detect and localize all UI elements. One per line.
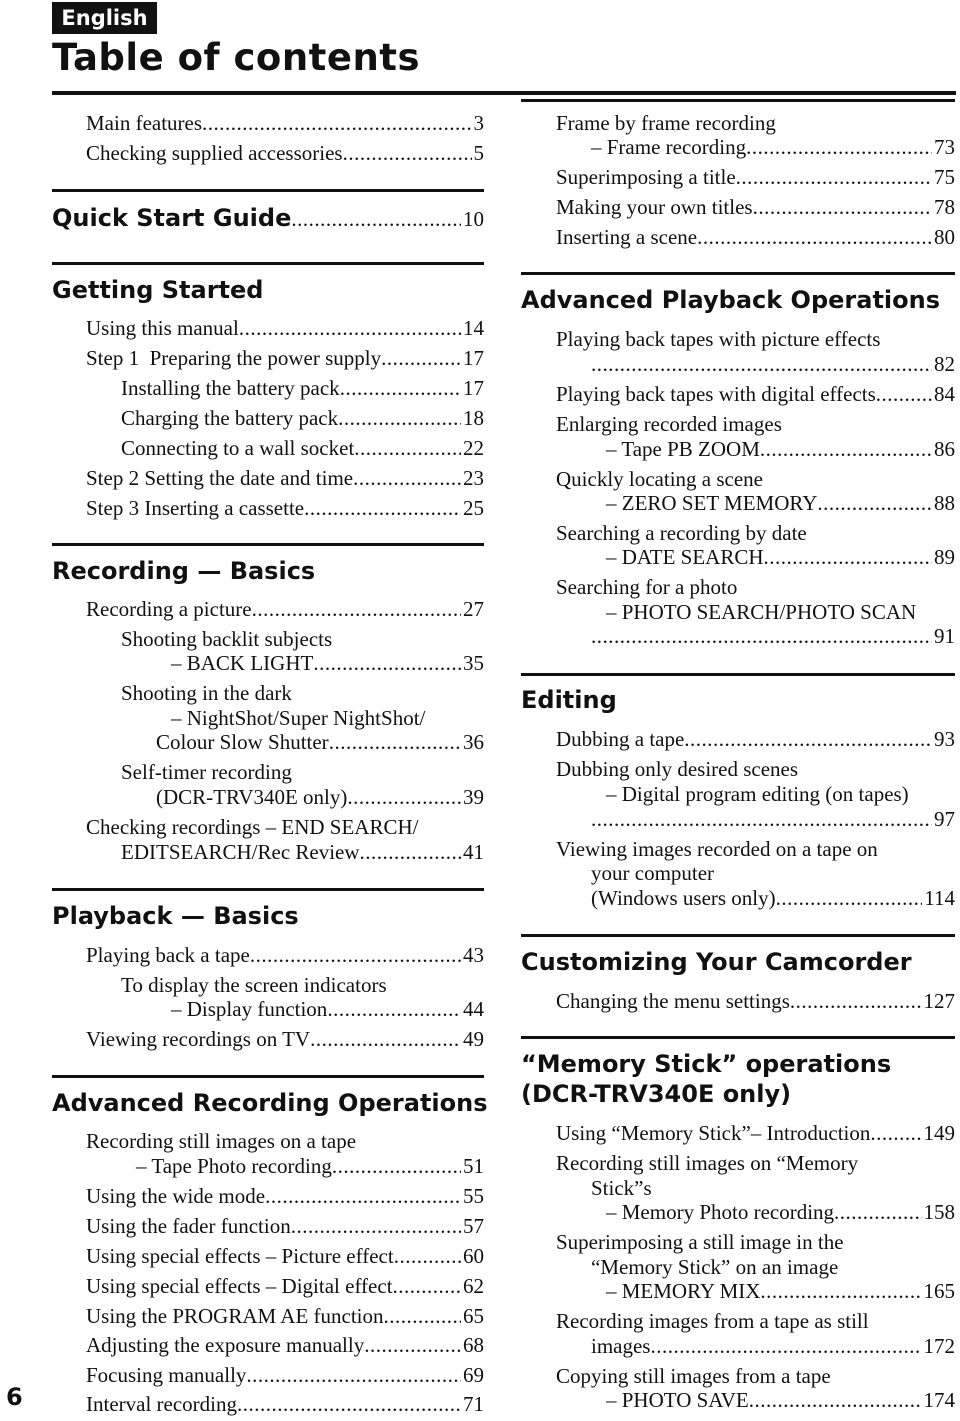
toc-page-number: 57 bbox=[463, 1214, 484, 1238]
toc-page-number: 17 bbox=[463, 376, 484, 400]
toc-entry-text: – Frame recording bbox=[591, 135, 747, 159]
leader-dots bbox=[817, 490, 932, 516]
toc-page-number: 23 bbox=[463, 466, 484, 490]
toc-page-number: 158 bbox=[923, 1200, 955, 1224]
toc-entry bbox=[556, 411, 782, 437]
toc-page-number: 41 bbox=[463, 840, 484, 864]
leader-dots bbox=[876, 381, 932, 407]
section-rule bbox=[52, 262, 484, 265]
toc-entry bbox=[556, 1229, 844, 1255]
toc-page-number: 25 bbox=[463, 496, 484, 520]
toc-page-number: 60 bbox=[463, 1244, 484, 1268]
toc-entry-text: – Digital program editing (on tapes) bbox=[606, 782, 909, 806]
toc-page-number: 91 bbox=[934, 624, 955, 648]
section-rule bbox=[521, 1036, 955, 1039]
toc-entry-text: – ZERO SET MEMORY bbox=[606, 491, 818, 515]
toc-entry-text: Dubbing a tape bbox=[556, 727, 685, 751]
toc-page-number: 3 bbox=[473, 111, 484, 135]
leader-dots bbox=[291, 1213, 461, 1239]
toc-page-number: 149 bbox=[923, 1121, 955, 1145]
leader-dots bbox=[364, 1332, 461, 1358]
leader-dots bbox=[354, 435, 461, 461]
leader-dots bbox=[650, 1333, 921, 1359]
toc-page-number: 93 bbox=[934, 727, 955, 751]
toc-page-number: 69 bbox=[463, 1363, 484, 1387]
toc-page-number: 78 bbox=[934, 195, 955, 219]
toc-entry[interactable] bbox=[556, 988, 955, 1014]
toc-page-number: 5 bbox=[473, 141, 484, 165]
toc-entry bbox=[121, 680, 292, 706]
toc-entry-text: Stick”s bbox=[591, 1176, 652, 1200]
leader-dots bbox=[202, 110, 471, 136]
toc-entry-text: Dubbing only desired scenes bbox=[556, 757, 799, 781]
toc-page-number: 17 bbox=[463, 346, 484, 370]
toc-entry[interactable] bbox=[86, 315, 484, 341]
toc-entry-text: – Memory Photo recording bbox=[606, 1200, 835, 1224]
leader-dots bbox=[753, 194, 932, 220]
toc-entry bbox=[86, 814, 418, 840]
toc-entry bbox=[556, 520, 807, 546]
leader-dots bbox=[384, 1303, 461, 1329]
leader-dots bbox=[746, 134, 932, 160]
toc-entry-text: – Tape Photo recording bbox=[136, 1154, 332, 1178]
section-rule bbox=[521, 673, 955, 676]
toc-entry[interactable] bbox=[86, 140, 484, 166]
toc-entry-text: Recording still images on “Memory bbox=[556, 1151, 859, 1175]
toc-page-number: 88 bbox=[934, 491, 955, 515]
toc-page-number: 27 bbox=[463, 597, 484, 621]
toc-entry-text: Step 1 Preparing the power supply bbox=[86, 346, 382, 370]
section-heading: “Memory Stick” operations bbox=[521, 1050, 892, 1078]
toc-entry bbox=[556, 326, 880, 352]
leader-dots bbox=[304, 495, 461, 521]
section-rule bbox=[521, 99, 955, 102]
toc-entry-text: (DCR-TRV340E only) bbox=[156, 785, 348, 809]
toc-entry[interactable] bbox=[121, 839, 484, 865]
toc-entry-text: Superimposing a still image in the bbox=[556, 1230, 844, 1254]
toc-entry-text: Enlarging recorded images bbox=[556, 412, 782, 436]
section-heading: Editing bbox=[521, 686, 617, 714]
toc-entry-text: Frame by frame recording bbox=[556, 111, 776, 135]
toc-entry-text: Changing the menu settings bbox=[556, 989, 790, 1013]
leader-dots bbox=[347, 784, 461, 810]
toc-page-number: 39 bbox=[463, 785, 484, 809]
toc-entry-text: images bbox=[591, 1334, 651, 1358]
leader-dots bbox=[265, 1183, 461, 1209]
toc-entry[interactable] bbox=[171, 650, 484, 676]
toc-entry[interactable] bbox=[606, 436, 955, 462]
toc-entry[interactable] bbox=[591, 885, 955, 911]
toc-entry[interactable] bbox=[86, 1391, 484, 1417]
title-rule bbox=[52, 91, 956, 95]
toc-entry-text: – DATE SEARCH bbox=[606, 545, 764, 569]
toc-entry-text: Checking recordings – END SEARCH/ bbox=[86, 815, 419, 839]
toc-entry bbox=[556, 1363, 831, 1389]
toc-entry-text: Self-timer recording bbox=[121, 760, 292, 784]
toc-entry bbox=[556, 836, 878, 862]
leader-dots bbox=[697, 224, 932, 250]
page-title: Table of contents bbox=[52, 36, 421, 79]
toc-entry-text: Colour Slow Shutter bbox=[156, 730, 329, 754]
toc-entry[interactable] bbox=[556, 224, 955, 250]
toc-page-number: 35 bbox=[463, 651, 484, 675]
toc-entry-text: Using the wide mode bbox=[86, 1184, 266, 1208]
leader-dots bbox=[310, 1026, 461, 1052]
language-badge: English bbox=[52, 2, 157, 34]
section-rule bbox=[52, 1075, 484, 1078]
toc-entry-text: Charging the battery pack bbox=[121, 406, 339, 430]
toc-page-number: 172 bbox=[923, 1334, 955, 1358]
leader-dots bbox=[338, 405, 461, 431]
toc-entry bbox=[606, 781, 909, 807]
toc-entry-text: Inserting a scene bbox=[556, 225, 698, 249]
section-rule bbox=[521, 272, 955, 275]
leader-dots bbox=[239, 315, 461, 341]
toc-entry bbox=[121, 759, 292, 785]
leader-dots bbox=[246, 1362, 461, 1388]
toc-entry[interactable] bbox=[606, 490, 955, 516]
toc-entry[interactable] bbox=[556, 164, 955, 190]
section-rule bbox=[52, 189, 484, 192]
toc-entry-text: Using “Memory Stick”– Introduction bbox=[556, 1121, 871, 1145]
page-number: 6 bbox=[6, 1383, 23, 1411]
toc-page-number: 165 bbox=[923, 1279, 955, 1303]
leader-dots bbox=[353, 465, 461, 491]
toc-entry-text: – NightShot/Super NightShot/ bbox=[171, 706, 426, 730]
toc-entry-text: Using this manual bbox=[86, 316, 239, 340]
leader-dots bbox=[736, 164, 932, 190]
toc-entry-text: Using special effects – Digital effect bbox=[86, 1274, 393, 1298]
leader-dots bbox=[684, 726, 932, 752]
leader-dots bbox=[250, 942, 461, 968]
toc-entry bbox=[556, 466, 763, 492]
section-heading: Getting Started bbox=[52, 276, 264, 304]
leader-dots bbox=[591, 623, 932, 649]
toc-entry-text: Playing back tapes with digital effects bbox=[556, 382, 876, 406]
toc-entry-text: Shooting in the dark bbox=[121, 681, 292, 705]
section-rule bbox=[52, 888, 484, 891]
toc-page-number: 114 bbox=[924, 886, 955, 910]
toc-entry-text: Searching for a photo bbox=[556, 575, 738, 599]
toc-page-number: 43 bbox=[463, 943, 484, 967]
toc-entry-text: – MEMORY MIX bbox=[606, 1279, 761, 1303]
toc-entry-text: “Memory Stick” on an image bbox=[591, 1255, 839, 1279]
toc-entry[interactable] bbox=[86, 596, 484, 622]
toc-entry[interactable] bbox=[606, 1278, 955, 1304]
toc-entry[interactable] bbox=[591, 351, 955, 377]
toc-entry[interactable] bbox=[86, 1332, 484, 1358]
toc-page-number: 55 bbox=[463, 1184, 484, 1208]
toc-page-number: 44 bbox=[463, 997, 484, 1021]
toc-entry-text: Recording images from a tape as still bbox=[556, 1309, 869, 1333]
toc-entry[interactable] bbox=[556, 1120, 955, 1146]
leader-dots bbox=[332, 1153, 461, 1179]
toc-entry-text: Connecting to a wall socket bbox=[121, 436, 355, 460]
toc-entry[interactable] bbox=[156, 729, 484, 755]
section-rule bbox=[521, 934, 955, 937]
toc-entry-text: Shooting backlit subjects bbox=[121, 627, 333, 651]
leader-dots bbox=[591, 806, 932, 832]
toc-entry-text: Using special effects – Picture effect bbox=[86, 1244, 394, 1268]
toc-entry[interactable] bbox=[606, 1387, 955, 1413]
toc-entry-text: Copying still images from a tape bbox=[556, 1364, 831, 1388]
toc-entry bbox=[556, 1150, 858, 1176]
toc-page-number: 73 bbox=[934, 135, 955, 159]
leader-dots bbox=[252, 596, 461, 622]
section-heading: Playback — Basics bbox=[52, 902, 299, 930]
toc-page-number: 62 bbox=[463, 1274, 484, 1298]
leader-dots bbox=[381, 345, 461, 371]
leader-dots bbox=[340, 375, 461, 401]
toc-entry[interactable] bbox=[86, 495, 484, 521]
toc-entry-text: Installing the battery pack bbox=[121, 376, 340, 400]
leader-dots bbox=[327, 996, 461, 1022]
toc-entry[interactable] bbox=[606, 544, 955, 570]
leader-dots bbox=[313, 650, 461, 676]
leader-dots bbox=[237, 1391, 461, 1417]
toc-entry-text: Playing back a tape bbox=[86, 943, 250, 967]
toc-entry bbox=[591, 1254, 838, 1280]
section-heading: Advanced Playback Operations bbox=[521, 286, 941, 314]
toc-page-number: 174 bbox=[923, 1388, 955, 1412]
leader-dots bbox=[776, 885, 923, 911]
toc-entry[interactable] bbox=[86, 1026, 484, 1052]
toc-page-number: 22 bbox=[463, 436, 484, 460]
leader-dots bbox=[394, 1243, 461, 1269]
toc-entry-text: Focusing manually bbox=[86, 1363, 247, 1387]
toc-entry[interactable] bbox=[556, 381, 955, 407]
toc-page-number: 127 bbox=[923, 989, 955, 1013]
toc-entry bbox=[556, 756, 798, 782]
toc-entry-text: your computer bbox=[591, 861, 715, 885]
leader-dots bbox=[764, 544, 932, 570]
toc-entry bbox=[556, 1308, 869, 1334]
leader-dots bbox=[834, 1199, 921, 1225]
toc-entry[interactable] bbox=[556, 726, 955, 752]
toc-entry[interactable] bbox=[591, 623, 955, 649]
toc-entry bbox=[121, 626, 332, 652]
leader-dots bbox=[760, 436, 932, 462]
toc-page-number: 89 bbox=[934, 545, 955, 569]
toc-page-number: 36 bbox=[463, 730, 484, 754]
toc-entry[interactable] bbox=[136, 1153, 484, 1179]
toc-entry-text: Quickly locating a scene bbox=[556, 467, 764, 491]
toc-entry bbox=[591, 860, 714, 886]
toc-page-number: 14 bbox=[463, 316, 484, 340]
toc-entry-text: Viewing recordings on TV bbox=[86, 1027, 311, 1051]
toc-entry-text: Making your own titles bbox=[556, 195, 753, 219]
toc-page-number: 84 bbox=[934, 382, 955, 406]
toc-entry-text: Using the PROGRAM AE function bbox=[86, 1304, 384, 1328]
toc-page-number: 65 bbox=[463, 1304, 484, 1328]
toc-entry-text: – Display function bbox=[171, 997, 328, 1021]
leader-dots bbox=[790, 988, 922, 1014]
toc-entry bbox=[171, 705, 425, 731]
toc-entry bbox=[591, 1175, 652, 1201]
toc-entry-text: – BACK LIGHT bbox=[171, 651, 314, 675]
toc-entry-text: Main features bbox=[86, 111, 203, 135]
toc-page-number: 10 bbox=[463, 207, 484, 231]
toc-entry-text: Recording still images on a tape bbox=[86, 1129, 357, 1153]
toc-page-number: 51 bbox=[463, 1154, 484, 1178]
toc-entry-text: Interval recording bbox=[86, 1392, 238, 1416]
section-heading: Advanced Recording Operations bbox=[52, 1089, 488, 1117]
toc-entry-text: – PHOTO SEARCH/PHOTO SCAN bbox=[606, 600, 917, 624]
toc-entry[interactable] bbox=[556, 194, 955, 220]
toc-page-number: 18 bbox=[463, 406, 484, 430]
quick-start-entry[interactable] bbox=[52, 203, 484, 233]
toc-entry-text: – PHOTO SAVE bbox=[606, 1388, 749, 1412]
leader-dots bbox=[591, 351, 932, 377]
toc-entry[interactable] bbox=[86, 465, 484, 491]
toc-entry[interactable] bbox=[121, 435, 484, 461]
toc-entry bbox=[86, 1128, 356, 1154]
toc-entry[interactable] bbox=[591, 134, 955, 160]
section-heading: Customizing Your Camcorder bbox=[521, 948, 912, 976]
section-heading: Recording — Basics bbox=[52, 557, 316, 585]
leader-dots bbox=[360, 839, 461, 865]
toc-entry[interactable] bbox=[86, 1183, 484, 1209]
toc-page-number: 49 bbox=[463, 1027, 484, 1051]
toc-entry bbox=[556, 574, 737, 600]
toc-page-number: 97 bbox=[934, 807, 955, 831]
toc-entry[interactable] bbox=[86, 1303, 484, 1329]
toc-entry[interactable] bbox=[86, 942, 484, 968]
toc-entry[interactable] bbox=[591, 806, 955, 832]
toc-entry-text: Checking supplied accessories bbox=[86, 141, 343, 165]
section-heading: (DCR-TRV340E only) bbox=[521, 1080, 792, 1108]
toc-entry-text: Viewing images recorded on a tape on bbox=[556, 837, 878, 861]
toc-entry-text: Superimposing a title bbox=[556, 165, 736, 189]
toc-entry[interactable] bbox=[86, 345, 484, 371]
toc-entry[interactable] bbox=[86, 110, 484, 136]
toc-entry[interactable] bbox=[121, 405, 484, 431]
toc-entry[interactable] bbox=[156, 784, 484, 810]
toc-page-number: 75 bbox=[934, 165, 955, 189]
toc-entry-text: Using the fader function bbox=[86, 1214, 291, 1238]
toc-entry[interactable] bbox=[86, 1273, 484, 1299]
leader-dots bbox=[393, 1273, 461, 1299]
toc-entry-text: Adjusting the exposure manually bbox=[86, 1333, 365, 1357]
toc-entry[interactable] bbox=[86, 1213, 484, 1239]
toc-entry[interactable] bbox=[86, 1243, 484, 1269]
toc-entry-text: To display the screen indicators bbox=[121, 973, 387, 997]
toc-entry-text: – Tape PB ZOOM bbox=[606, 437, 760, 461]
leader-dots bbox=[343, 140, 472, 166]
toc-entry-text: (Windows users only) bbox=[591, 886, 776, 910]
toc-page-number: 82 bbox=[934, 352, 955, 376]
toc-entry[interactable] bbox=[121, 375, 484, 401]
toc-entry[interactable] bbox=[86, 1362, 484, 1388]
toc-entry-text: Playing back tapes with picture effects bbox=[556, 327, 881, 351]
toc-entry-text: EDITSEARCH/Rec Review bbox=[121, 840, 360, 864]
toc-page-number: 80 bbox=[934, 225, 955, 249]
leader-dots bbox=[749, 1387, 922, 1413]
leader-dots bbox=[329, 729, 461, 755]
toc-entry-text: Step 3 Inserting a cassette bbox=[86, 496, 305, 520]
leader-dots bbox=[291, 204, 461, 234]
toc-entry-text: Step 2 Setting the date and time bbox=[86, 466, 354, 490]
leader-dots bbox=[870, 1120, 921, 1146]
toc-entry[interactable] bbox=[591, 1333, 955, 1359]
toc-entry-text: Searching a recording by date bbox=[556, 521, 807, 545]
toc-page-number: 68 bbox=[463, 1333, 484, 1357]
toc-page-number: 86 bbox=[934, 437, 955, 461]
leader-dots bbox=[760, 1278, 921, 1304]
section-rule bbox=[52, 543, 484, 546]
toc-entry bbox=[121, 972, 387, 998]
toc-page-number: 71 bbox=[463, 1392, 484, 1416]
toc-entry bbox=[556, 110, 776, 136]
toc-entry-text: Recording a picture bbox=[86, 597, 252, 621]
toc-entry[interactable] bbox=[171, 996, 484, 1022]
quick-start-title: Quick Start Guide bbox=[52, 204, 292, 232]
toc-entry bbox=[606, 599, 916, 625]
toc-entry[interactable] bbox=[606, 1199, 955, 1225]
